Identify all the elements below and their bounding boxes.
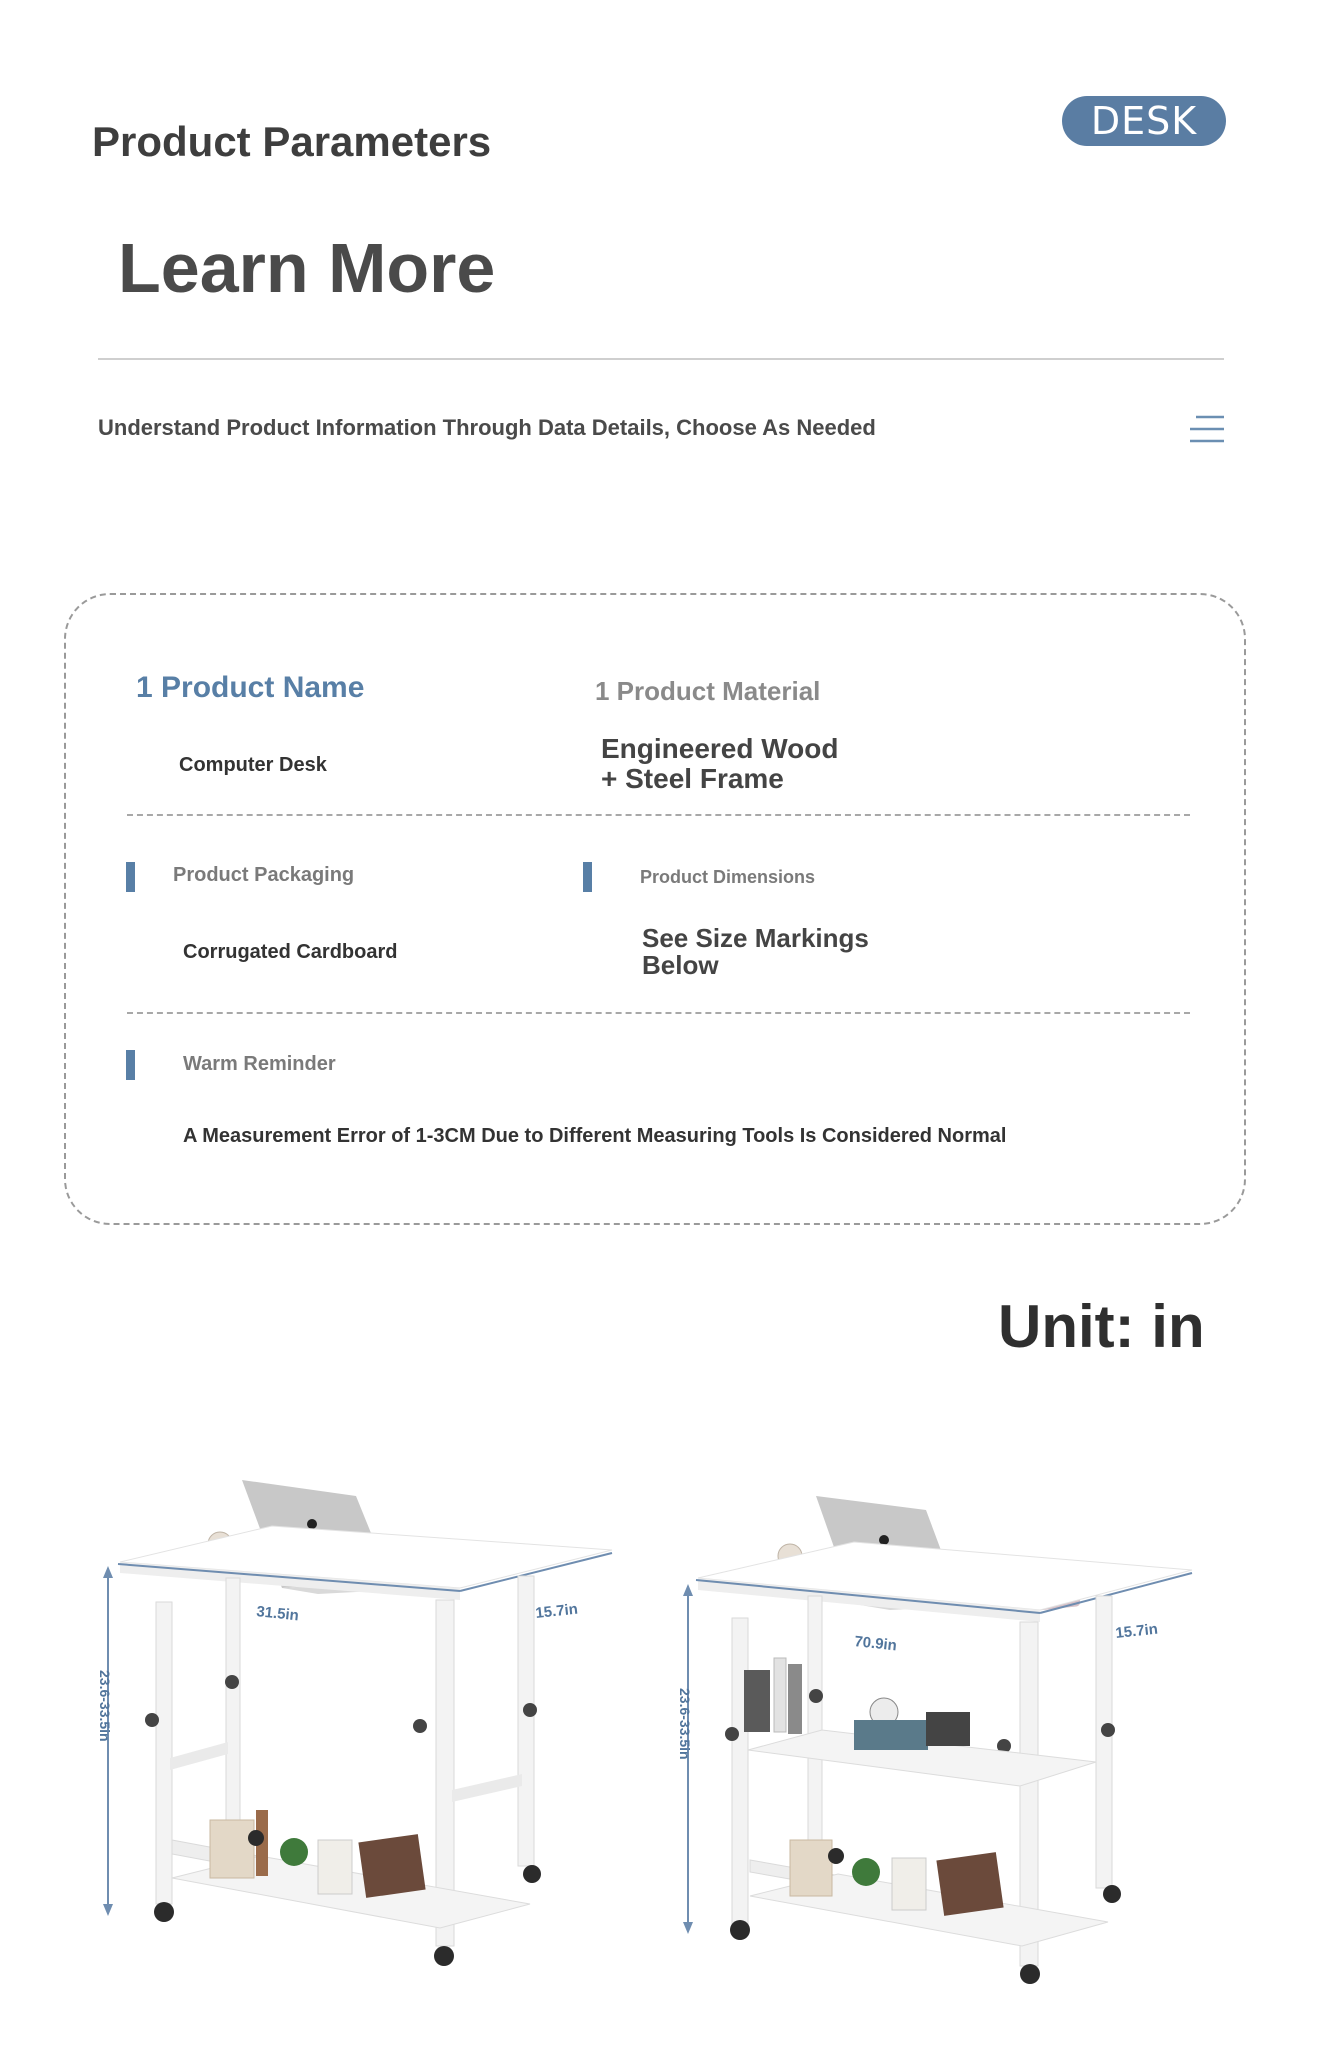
learn-more-heading: Learn More <box>118 229 496 307</box>
row-divider-1 <box>127 814 1190 816</box>
product-dimensions-value <box>642 925 869 979</box>
product-material-label: 1 Product Material <box>595 676 821 706</box>
product-dimensions-label: Product Dimensions <box>640 867 816 887</box>
header-divider <box>98 358 1224 360</box>
warm-reminder-label: Warm Reminder <box>183 1053 336 1075</box>
right-height-dimension: 23.6-33.5in <box>677 1688 693 1760</box>
product-packaging-label: Product Packaging <box>173 864 355 886</box>
desk-double-shelf-image <box>640 1460 1200 2020</box>
page-subtitle: Understand Product Information Through Data Details, Choose As Needed <box>98 415 876 440</box>
unit-label: Unit: in <box>998 1293 1205 1360</box>
section-marker <box>126 1050 135 1080</box>
product-packaging-value: Corrugated Cardboard <box>183 941 398 963</box>
right-depth-dimension: 15.7in <box>1114 1620 1159 1642</box>
product-name-value: Computer Desk <box>179 754 327 776</box>
row-divider-2 <box>127 1012 1190 1014</box>
dimensions-line-1: See Size Markings <box>642 923 869 953</box>
warm-reminder-text: A Measurement Error of 1-3CM Due to Different Measuring Tools Is Considered Normal <box>183 1125 1007 1147</box>
left-depth-dimension: 15.7in <box>534 1600 579 1622</box>
left-height-dimension: 23.6-33.5in <box>97 1670 113 1742</box>
material-line-2: + Steel Frame <box>601 763 784 794</box>
product-material-value <box>601 734 839 794</box>
section-marker <box>126 862 135 892</box>
material-line-1: Engineered Wood <box>601 733 839 764</box>
section-marker <box>583 862 592 892</box>
desk-single-shelf-image <box>60 1460 620 2020</box>
category-badge: DESK <box>1062 96 1226 146</box>
dimensions-line-2: Below <box>642 950 719 980</box>
left-width-dimension: 31.5in <box>255 1603 300 1625</box>
page-title: Product Parameters <box>92 118 492 165</box>
menu-lines-icon[interactable] <box>1190 414 1224 444</box>
right-width-dimension: 70.9in <box>853 1633 898 1655</box>
product-name-label: 1 Product Name <box>136 671 365 704</box>
